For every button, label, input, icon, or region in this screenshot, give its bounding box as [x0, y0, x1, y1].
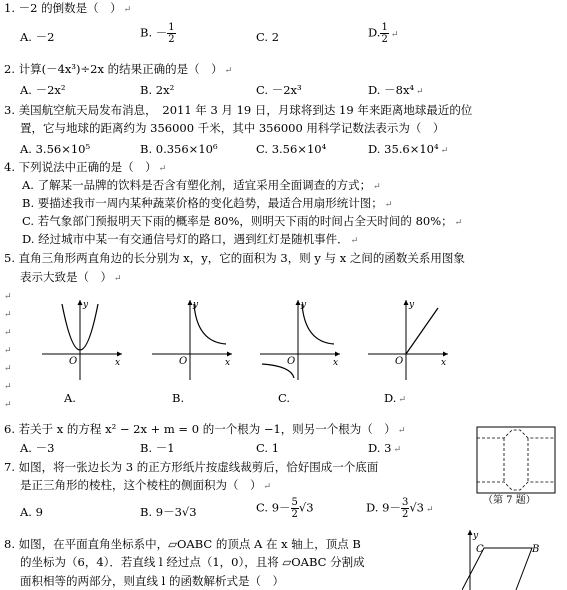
x-axis-label: x	[225, 358, 231, 368]
origin-label: O	[287, 356, 296, 367]
q3-option-a: A. 3.56×10⁵	[20, 142, 91, 156]
q5-graph-d	[366, 296, 452, 382]
q6-option-c: C. 1	[256, 441, 280, 455]
point-c-label: C	[476, 544, 484, 555]
return-mark: ↵	[4, 382, 12, 392]
return-mark: ↵	[4, 292, 12, 302]
return-mark: ↵	[4, 364, 12, 374]
q3-line2: 置，它与地球的距离约为 356000 千米，其中 356000 用科学记数法表示为（ ）	[20, 121, 445, 135]
q5-graph-d-label: D. ↵	[384, 391, 407, 405]
q8-line3: 面积相等的两部分，则直线 l 的函数解析式是（ ）	[20, 574, 284, 588]
x-axis-label: x	[441, 358, 447, 368]
q4-option-b: B. 要描述我市一周内某种蔬菜价格的变化趋势，最适合用扇形统计图； ↵	[22, 196, 393, 210]
x-axis-label: x	[115, 358, 121, 368]
q4-stem: 4. 下列说法中正确的是（ ） ↵	[4, 160, 167, 174]
return-mark: ↵	[4, 346, 12, 356]
q1-option-a: A. －2	[20, 30, 55, 44]
return-mark: ↵	[4, 400, 12, 410]
q6-option-d: D. 3 ↵	[368, 441, 401, 455]
q5-graph-a	[40, 296, 126, 382]
q4-option-c: C. 若气象部门预报明天下雨的概率是 80%，则明天下雨的时间占全天时间的 80%； ↵	[22, 214, 463, 228]
q8-line1: 8. 如图，在平面直角坐标系中，▱OABC 的顶点 A 在 x 轴上，顶点 B	[4, 537, 361, 551]
q5-graph-c	[258, 296, 344, 382]
q7-figure	[476, 426, 558, 494]
y-axis-label: y	[473, 531, 479, 541]
q5-graph-b	[150, 296, 236, 382]
origin-label: O	[395, 356, 404, 367]
q1-option-b: B. － $\frac{1}{2}$	[140, 22, 175, 45]
q7-option-d: D. 9－ $\frac{3}{2}$ √3 ↵	[366, 497, 434, 520]
q6-stem: 6. 若关于 x 的方程 x² − 2x + m = 0 的一个根为 −1，则另一个根为（ ） ↵	[4, 422, 406, 436]
q3-option-b: B. 0.356×10⁶	[140, 142, 218, 156]
q8-figure	[462, 528, 562, 590]
q3-option-d: D. 35.6×10⁴ ↵	[368, 142, 449, 156]
point-b-label: B	[532, 544, 540, 555]
return-mark: ↵	[4, 310, 12, 320]
y-axis-label: y	[409, 300, 415, 310]
q8-line2: 的坐标为（6，4）．若直线 l 经过点（1，0），且将 ▱OABC 分割成	[20, 555, 365, 569]
q4-option-d: D. 经过城市中某一有交通信号灯的路口，遇到红灯是随机事件． ↵	[22, 232, 359, 246]
q1-stem: 1. －2 的倒数是（ ） ↵	[4, 1, 132, 15]
q7-line2: 是正三角形的棱柱，这个棱柱的侧面积为（ ） ↵	[20, 478, 272, 492]
q2-option-d: D. －8x⁴ ↵	[368, 83, 424, 97]
q5-graph-b-label: B.	[172, 391, 185, 405]
q5-line1: 5. 直角三角形两直角边的长分别为 x，y，它的面积为 3，则 y 与 x 之间的函数关系用图象	[4, 251, 465, 265]
y-axis-label: y	[83, 300, 89, 310]
q6-option-a: A. －3	[20, 441, 55, 455]
q2-option-b: B. 2x²	[140, 83, 175, 97]
q5-graph-a-label: A.	[64, 391, 76, 405]
q3-option-c: C. 3.56×10⁴	[256, 142, 327, 156]
q4-option-a: A. 了解某一品牌的饮料是否含有塑化剂，适宜采用全面调查的方式； ↵	[22, 178, 381, 192]
q3-line1: 3. 美国航空航天局发布消息， 2011 年 3 月 19 日，月球将到达 19 年来距离地球最近的位	[4, 103, 473, 117]
y-axis-label: y	[193, 300, 199, 310]
q5-graph-c-label: C.	[278, 391, 291, 405]
q2-option-a: A. －2x²	[20, 83, 66, 97]
q7-option-a: A. 9	[20, 505, 43, 519]
q7-option-c: C. 9－ $\frac{5}{2}$ √3	[256, 497, 314, 520]
return-mark: ↵	[4, 328, 12, 338]
q6-option-b: B. －1	[140, 441, 175, 455]
q5-line2: 表示大致是（ ） ↵	[20, 270, 122, 284]
y-axis-label: y	[301, 300, 307, 310]
q7-line1: 7. 如图，将一张边长为 3 的正方形纸片按虚线裁剪后，恰好围成一个底面	[4, 460, 379, 474]
q1-option-d: D. $\frac{1}{2}$ ↵	[368, 22, 399, 45]
x-axis-label: x	[333, 358, 339, 368]
q2-stem: 2. 计算(－4x³)÷2x 的结果正确的是（ ） ↵	[4, 62, 233, 76]
origin-label: O	[69, 356, 78, 367]
q7-figure-caption: （第 7 题）	[483, 495, 536, 506]
q2-option-c: C. －2x³	[256, 83, 302, 97]
q1-option-c: C. 2	[256, 30, 280, 44]
origin-label: O	[179, 356, 188, 367]
q7-option-b: B. 9－3√3	[140, 505, 197, 519]
